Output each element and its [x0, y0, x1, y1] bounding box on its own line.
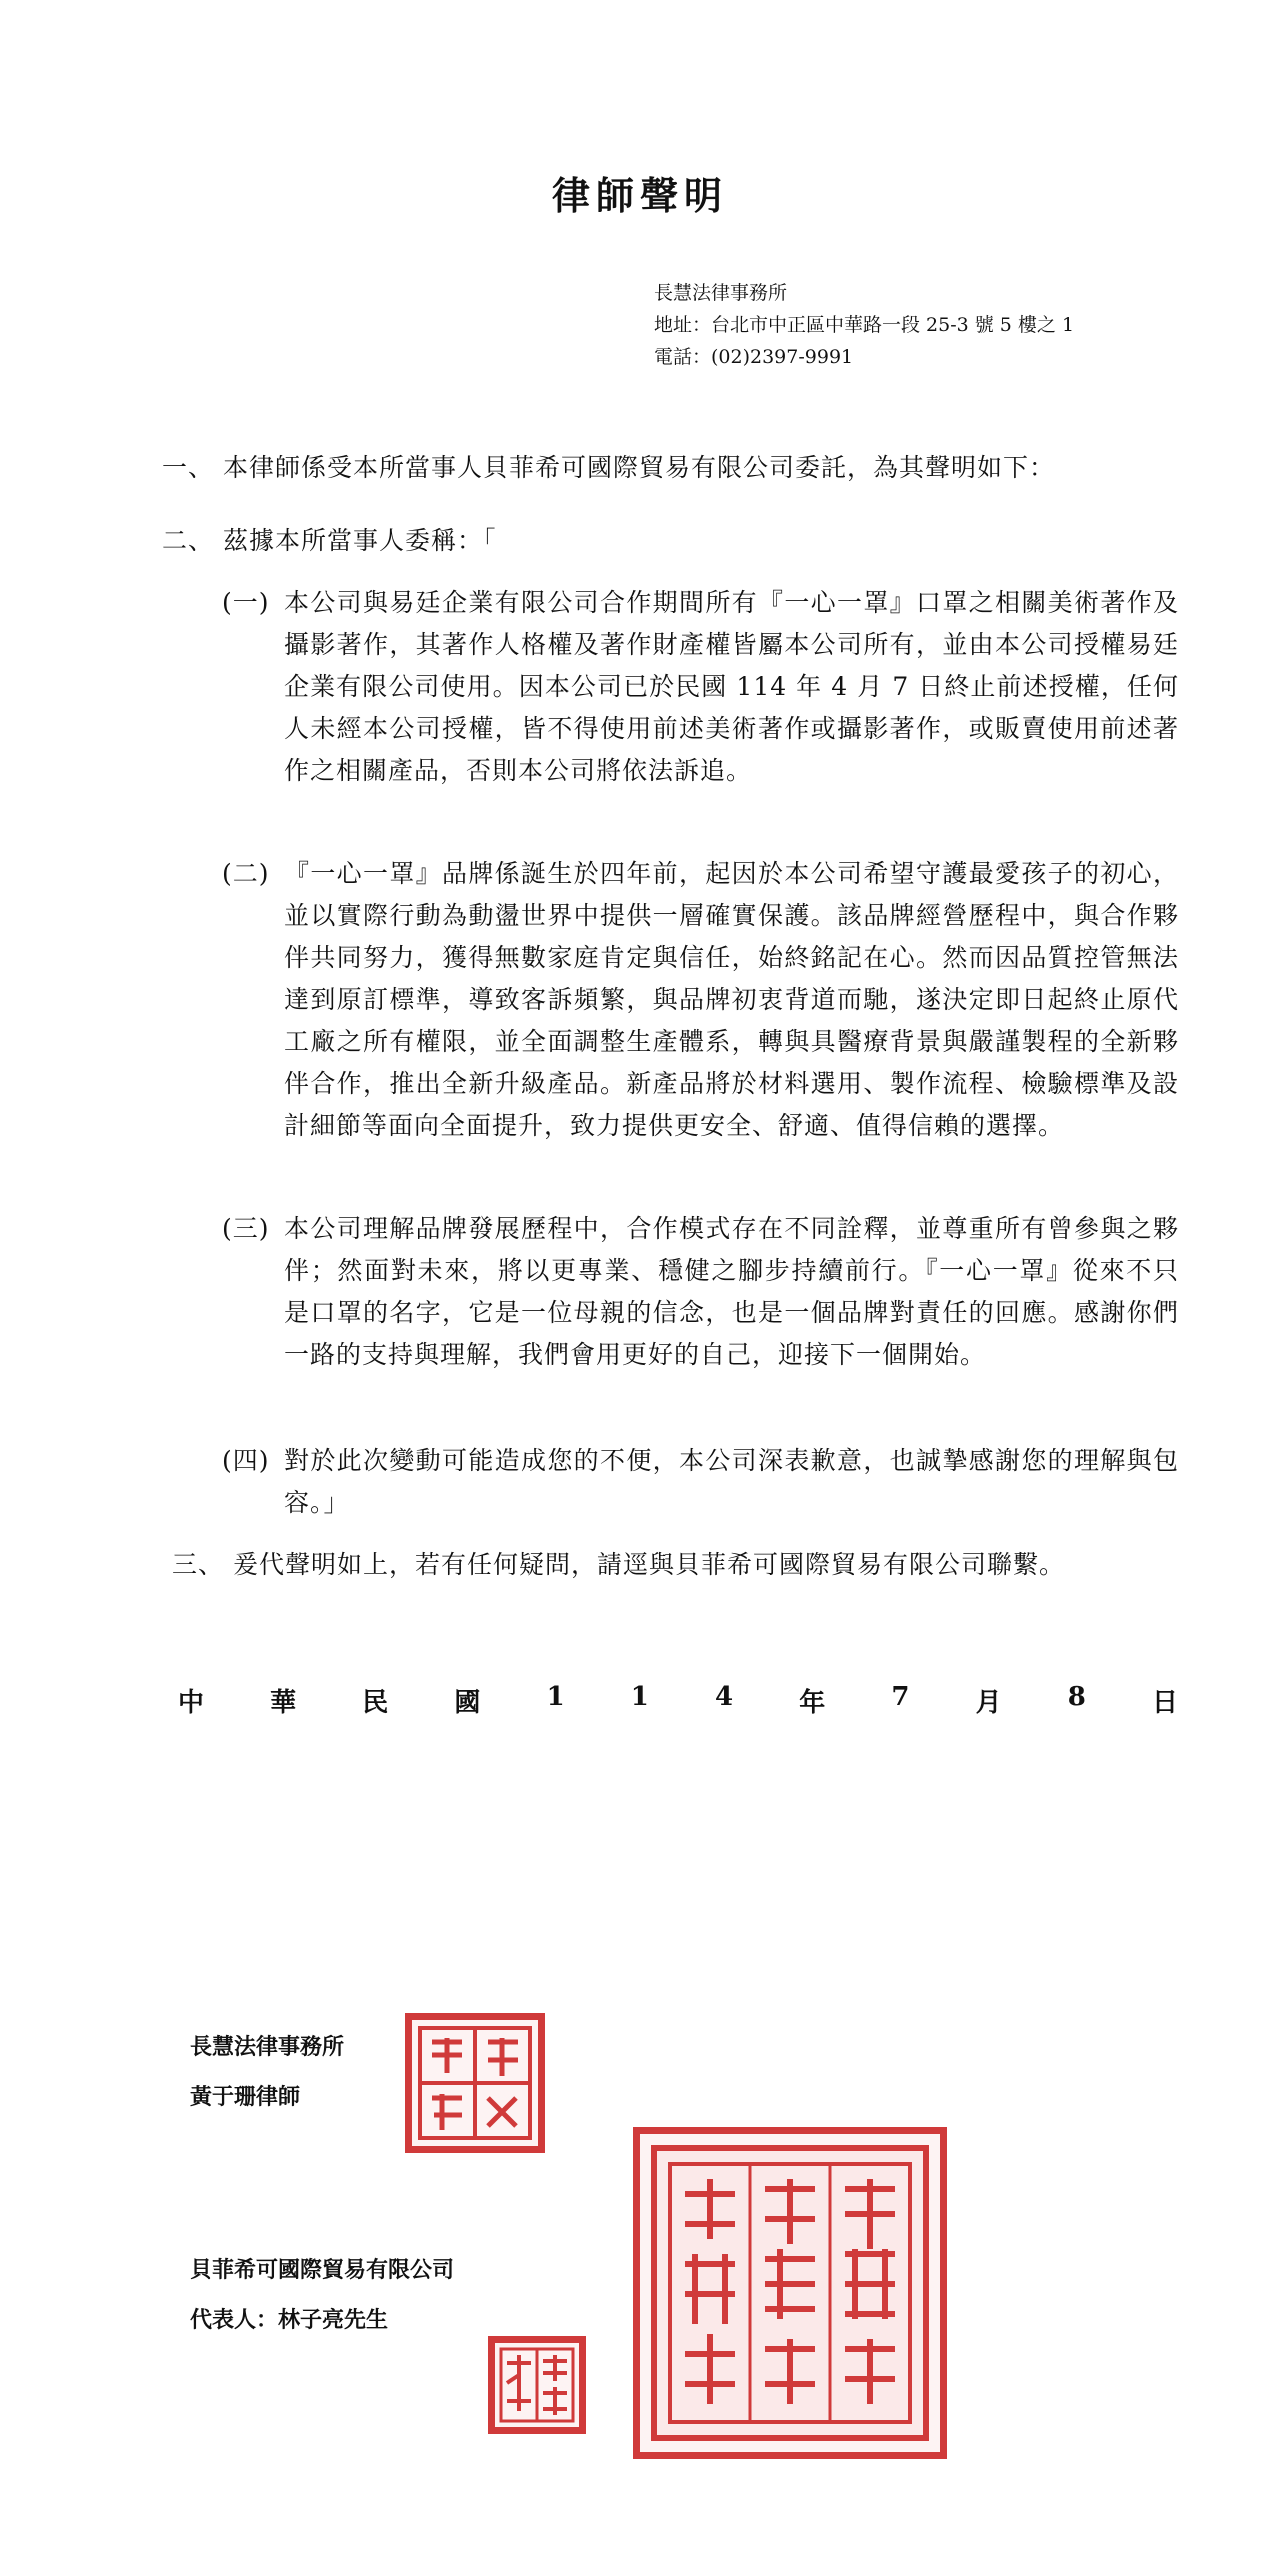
representative-seal: [488, 2336, 586, 2434]
clause-item: [222, 582, 1182, 832]
date-char: 1: [546, 1682, 565, 1712]
date-char: 年: [799, 1688, 826, 1718]
firm-phone: 電話：(02)2397-9991: [654, 346, 854, 368]
clause-number: (一): [222, 588, 270, 617]
paragraph-one: 一、 本律師係受本所當事人貝菲希可國際貿易有限公司委託，為其聲明如下：: [162, 453, 1055, 482]
clause-text: 對於此次變動可能造成您的不便，本公司深表歉意，也誠摯感謝您的理解與包容。」: [284, 1446, 1179, 1517]
law-firm-signature: [190, 2022, 344, 2122]
clause-number: (二): [222, 859, 270, 888]
date-char: 國: [454, 1688, 481, 1718]
date-char: 中: [178, 1688, 205, 1718]
firm-name: 長慧法律事務所: [654, 282, 788, 304]
clause-item: [222, 1440, 1182, 1530]
paragraph-two: 二、 茲據本所當事人委稱：「: [162, 526, 497, 555]
date-char: 8: [1067, 1682, 1086, 1712]
date-char: 月: [975, 1688, 1002, 1718]
date-char: 4: [715, 1682, 734, 1712]
date-char: 華: [270, 1688, 297, 1718]
representative-name: 代表人：林子亮先生: [190, 2307, 389, 2333]
date-char: 7: [891, 1682, 910, 1712]
clause-text: 本公司理解品牌發展歷程中，合作模式存在不同詮釋，並尊重所有曾參與之夥伴；然面對未來，將以更專業、穩健之腳步持續前行。『一心一罩』從來不只是口罩的名字，它是一位母親的信念，也是一個品牌對責任的回應。感謝你們一路的支持與理解，我們會用更好的自己，迎接下一個開始。: [284, 1214, 1179, 1369]
date-char: 1: [630, 1682, 649, 1712]
clause-text: 『一心一罩』品牌係誕生於四年前，起因於本公司希望守護最愛孩子的初心，並以實際行動為動盪世界中提供一層確實保護。該品牌經營歷程中，與合作夥伴共同努力，獲得無數家庭肯定與信任，始終銘記在心。然而因品質控管無法達到原訂標準，導致客訴頻繁，與品牌初衷背道而馳，遂決定即日起終止原代工廠之所有權限，並全面調整生產體系，轉與具醫療背景與嚴謹製程的全新夥伴合作，推出全新升級產品。新產品將於材料選用、製作流程、檢驗標準及設計細節等面向全面提升，致力提供更安全、舒適、值得信賴的選擇。: [284, 859, 1179, 1140]
firm-info: [654, 277, 1074, 373]
clause-item: [222, 853, 1182, 1188]
company-name: 貝菲希可國際貿易有限公司: [190, 2257, 455, 2283]
clause-number: (四): [222, 1446, 270, 1475]
lawyer-name: 黃于珊律師: [190, 2084, 301, 2110]
paragraph-three: 三、 爰代聲明如上，若有任何疑問，請逕與貝菲希可國際貿易有限公司聯繫。: [172, 1550, 1065, 1579]
date-char: 日: [1151, 1688, 1178, 1718]
document-title: 律師聲明: [551, 173, 728, 218]
clause-number: (三): [222, 1214, 270, 1243]
clause-text: 本公司與易廷企業有限公司合作期間所有『一心一罩』口罩之相關美術著作及攝影著作，其著作人格權及著作財產權皆屬本公司所有，並由本公司授權易廷企業有限公司使用。因本公司已於民國 114 年 4 月 7 日終止前述授權，任何人未經本公司授權，皆不得使用前述美術著作或攝影著作，或販賣使用前述著作之相關產品，否則本公司將依法訴追。: [284, 588, 1179, 785]
lawyer-seal: [405, 2013, 545, 2153]
law-firm-name: 長慧法律事務所: [190, 2034, 345, 2060]
clause-item: [222, 1208, 1182, 1378]
company-signature: [190, 2245, 454, 2345]
firm-address: 地址：台北市中正區中華路一段 25-3 號 5 樓之 1: [654, 314, 1075, 336]
company-seal: [633, 2127, 947, 2459]
document-date: [178, 1682, 1178, 1719]
date-char: 民: [362, 1688, 389, 1718]
